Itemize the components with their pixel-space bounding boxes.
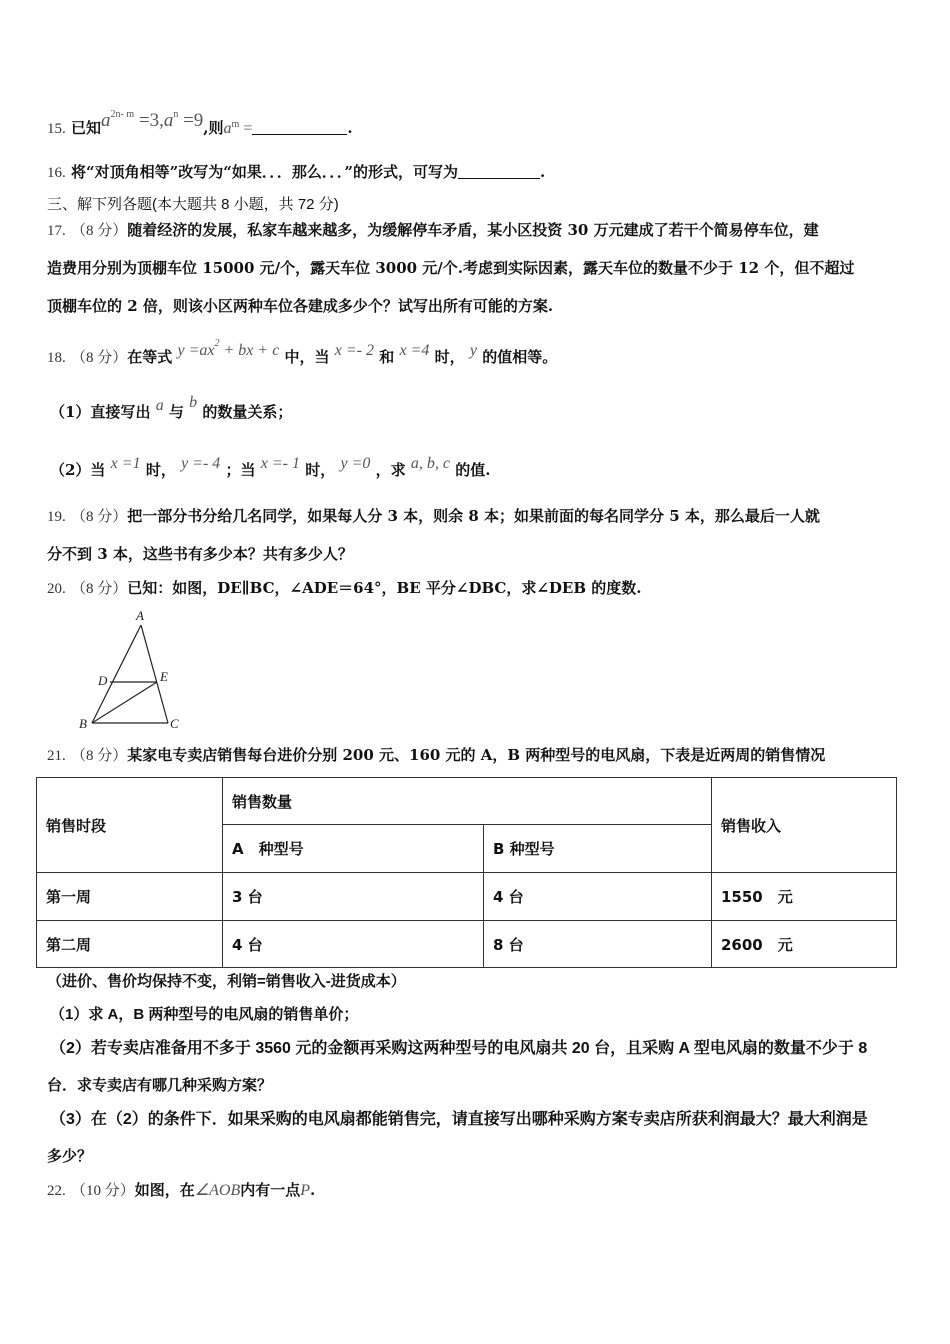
question-number: 15. (47, 121, 66, 137)
cell-b: 4 台 (484, 873, 712, 921)
question-17-line-3: 顶棚车位的 2 倍，则该小区两种车位各建成多少个？试写出所有可能的方案. (47, 297, 554, 315)
question-text: 某家电专卖店销售每台进价分别 200 元、160 元的 A，B 两种型号的电风扇，下表是近两周的销售情况 (127, 746, 826, 764)
question-20 (47, 578, 642, 599)
header-type-b: B 种型号 (484, 825, 712, 873)
answer-blank[interactable] (458, 164, 540, 179)
label-c: C (170, 716, 179, 730)
question-21-part-3: （3）在（2）的条件下．如果采购的电风扇都能销售完，请直接写出哪种采购方案专卖店所获利润最大？最大利润是 (50, 1111, 868, 1128)
question-16: 16. 将“对顶角相等”改写为“如果．．．那么．．．”的形式，可写为 . (47, 163, 546, 181)
question-21-part-2: （2）若专卖店准备用不多于 3560 元的金额再采购这两种型号的电风扇共 20 台，且采购 A 型电风扇的数量不少于 8 (50, 1040, 868, 1057)
cell-revenue: 1550 元 (712, 873, 897, 921)
answer-blank[interactable] (252, 120, 347, 135)
cell-period: 第二周 (37, 921, 223, 968)
math-expression: $a^{2n- m} =3,a^n =9$ (101, 109, 204, 131)
question-points: （8 分） (70, 223, 128, 239)
label-a: A (136, 608, 144, 623)
question-text: 随着经济的发展，私家车越来越多，为缓解停车矛盾，某小区投资 30 万元建成了若干个简易停车位，建 (127, 221, 819, 239)
question-text: 将“对顶角相等”改写为“如果．．．那么．．．”的形式，可写为 (70, 163, 458, 181)
question-17 (47, 220, 819, 241)
question-number: 20. (47, 581, 66, 597)
question-15: 15. 已知$a^{2n- m} =3,a^n =9$,则$a^m$ = . (47, 109, 353, 137)
question-text: 把一部分书分给几名同学，如果每人分 3 本，则余 8 本；如果前面的每名同学分 5 本，那么最后一人就 (127, 507, 820, 525)
section-title: 三、解下列各题(本大题共 8 小题，共 72 分) (47, 196, 339, 213)
header-type-a: A 种型号 (223, 825, 484, 873)
cell-b: 8 台 (484, 921, 712, 968)
question-points: （10 分） (70, 1183, 135, 1199)
question-points: （8 分） (70, 748, 128, 764)
header-revenue: 销售收入 (712, 778, 897, 873)
label-d: D (98, 673, 108, 688)
math-expression: P (300, 1182, 311, 1199)
question-text: 已知 (70, 119, 101, 137)
question-number: 17. (47, 223, 66, 239)
question-21 (47, 745, 825, 766)
math-expression: y (469, 342, 477, 359)
question-18: 18. （8 分）在等式 $y =ax^2$ + bx + c 中，当 x =- 2 和 x =4 时， y 的值相等。 (47, 338, 558, 366)
question-19-line-2: 分不到 3 本，这些书有多少本？共有多少人？ (47, 545, 353, 563)
question-19 (47, 506, 820, 527)
question-points: （8 分） (70, 509, 128, 525)
triangle-figure (75, 605, 185, 730)
cell-revenue: 2600 元 (712, 921, 897, 968)
math-expression: $a^m$ = (223, 119, 253, 137)
question-21-part-2-line-2: 台．求专卖店有哪几种采购方案？ (47, 1077, 273, 1094)
table-row (37, 873, 897, 921)
question-21-part-1: （1）求 A，B 两种型号的电风扇的销售单价； (50, 1006, 359, 1023)
question-number: 16. (47, 165, 66, 181)
question-text: ,则 (203, 119, 224, 137)
question-number: 21. (47, 748, 66, 764)
header-period: 销售时段 (37, 778, 223, 873)
question-17-line-2: 造费用分别为顶棚车位 15000 元/个，露天车位 3000 元/个.考虑到实际因素，露天车位的数量不少于 12 个，但不超过 (47, 259, 855, 277)
question-18-part-2: （2）当 x =1 时， y =- 4 ；当 x =- 1 时， y =0 ，求 a, b, c 的值. (50, 455, 491, 479)
cell-a: 4 台 (223, 921, 484, 968)
question-21-note: （进价、售价均保持不变，利销=销售收入-进货成本） (47, 973, 406, 990)
math-expression: x =4 (399, 342, 430, 359)
label-b: B (79, 716, 87, 730)
cell-period: 第一周 (37, 873, 223, 921)
math-expression: $y =ax^2$ + bx + c (177, 338, 280, 359)
question-18-part-1: （1）直接写出 a 与 b 的数量关系； (50, 394, 293, 421)
label-e: E (160, 669, 168, 684)
question-text: 已知：如图，DE∥BC，∠ADE＝64°，BE 平分∠DBC，求∠DEB 的度数. (127, 579, 642, 597)
question-22: 22. （10 分）如图，在∠AOB内有一点P. (47, 1181, 316, 1199)
math-expression: ∠AOB (194, 1182, 241, 1199)
cell-a: 3 台 (223, 873, 484, 921)
question-points: （8 分） (70, 581, 128, 597)
question-21-part-3-line-2: 多少？ (47, 1148, 93, 1165)
sales-table (36, 777, 897, 968)
header-quantity: 销售数量 (223, 778, 712, 825)
question-number: 19. (47, 509, 66, 525)
table-row (37, 921, 897, 968)
question-points: （8 分） (70, 350, 128, 366)
question-number: 18. (47, 350, 66, 366)
question-number: 22. (47, 1183, 66, 1199)
math-expression: x =- 2 (334, 342, 375, 359)
